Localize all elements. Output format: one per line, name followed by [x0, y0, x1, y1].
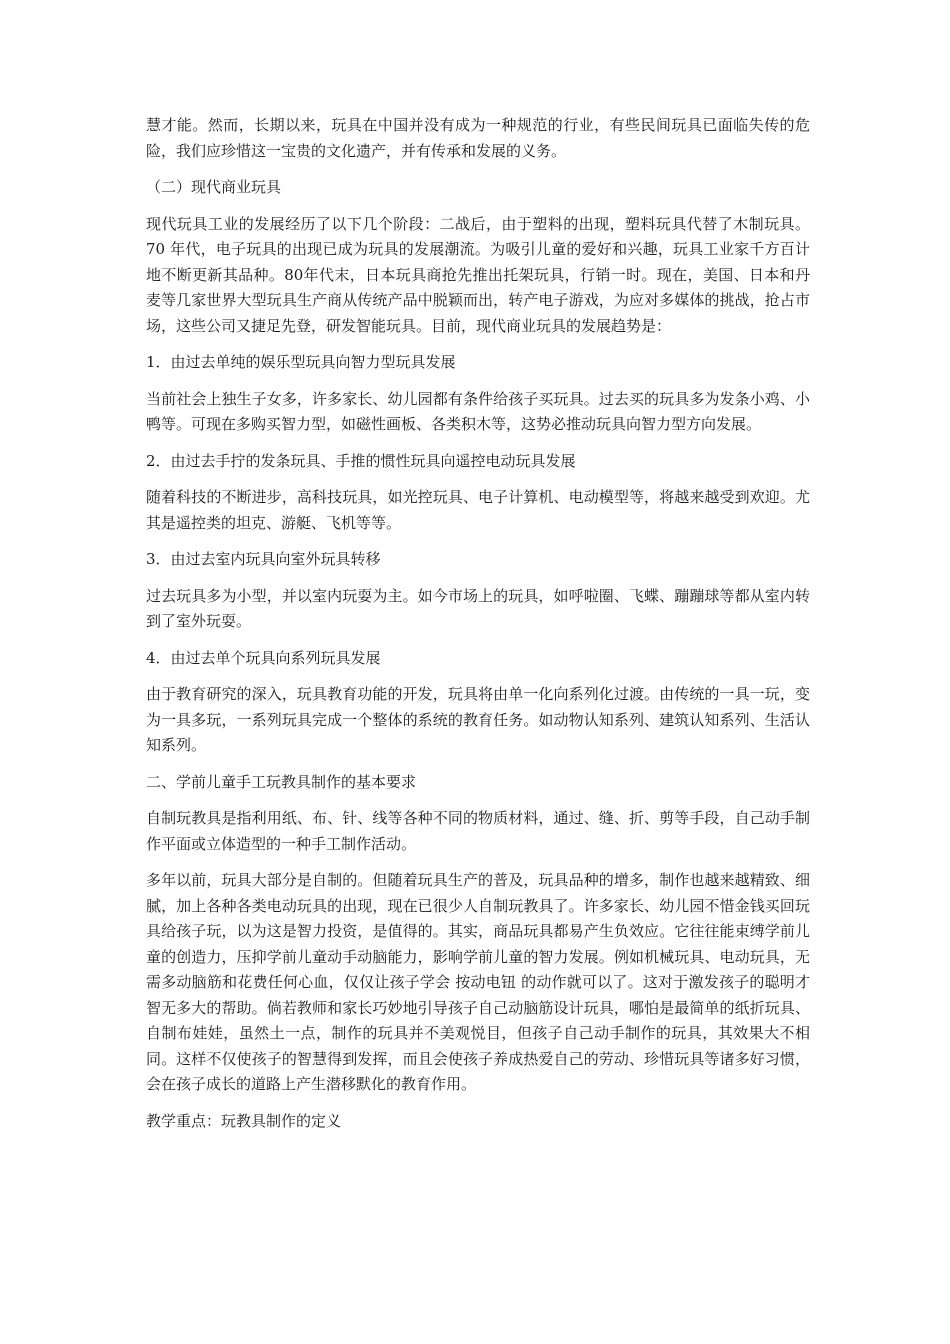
heading-trend-2: 2．由过去手拧的发条玩具、手推的惯性玩具向遥控电动玩具发展 [146, 451, 576, 470]
heading-section-2: 二、学前儿童手工玩教具制作的基本要求 [146, 772, 417, 791]
paragraph-trend-4: 由于教育研究的深入，玩具教育功能的开发，玩具将由单一化向系列化过渡。由传统的一具一玩，变为一具多玩，一系列玩具完成一个整体的系统的教育任务。如动物认知系列、建筑认知系列、生活认知系列。 [146, 685, 810, 754]
paragraph-trend-3: 过去玩具多为小型，并以室内玩耍为主。如今市场上的玩具，如呼啦圈、飞蝶、蹦蹦球等都从室内转到了室外玩耍。 [146, 586, 810, 630]
paragraph-cultural-heritage: 慧才能。然而，长期以来，玩具在中国并没有成为一种规范的行业，有些民间玩具已面临失传的危险，我们应珍惜这一宝贵的文化遗产，并有传承和发展的义务。 [146, 116, 810, 160]
paragraph-trend-1: 当前社会上独生子女多，许多家长、幼儿园都有条件给孩子买玩具。过去买的玩具多为发条小鸡、小鸭等。可现在多购买智力型，如磁性画板、各类积木等，这势必推动玩具向智力型方向发展。 [146, 389, 810, 433]
paragraph-trend-2: 随着科技的不断进步，高科技玩具，如光控玩具、电子计算机、电动模型等，将越来越受到欢迎。尤其是遥控类的坦克、游艇、飞机等等。 [146, 488, 810, 532]
heading-modern-commercial-toys: （二）现代商业玩具 [146, 178, 282, 196]
heading-trend-3: 3．由过去室内玩具向室外玩具转移 [146, 550, 381, 568]
heading-trend-4: 4．由过去单个玩具向系列玩具发展 [146, 648, 381, 667]
paragraph-industry-history: 现代玩具工业的发展经历了以下几个阶段：二战后，由于塑料的出现，塑料玩具代替了木制玩具。70 年代，电子玩具的出现已成为玩具的发展潮流。为吸引儿童的爱好和兴趣，玩具工业家千方百计地不断更新其品种。80年代末，日本玩具商抢先推出托架玩具，行销一时。现在，美国、日本和丹麦等几家世界大型玩具生产商从传统产品中脱颖而出，转产电子游戏，为应对多媒体的挑战，抢占市场，这些公司又捷足先登，研发智能玩具。目前，现代商业玩具的发展趋势是： [146, 214, 810, 335]
teaching-focus: 教学重点：玩教具制作的定义 [146, 1111, 342, 1130]
paragraph-self-made-toys: 多年以前，玩具大部分是自制的。但随着玩具生产的普及，玩具品种的增多，制作也越来越精致、细腻，加上各种各类电动玩具的出现，现在已很少人自制玩教具了。许多家长、幼儿园不惜金钱买回玩具给孩子玩，以为这是智力投资，是值得的。其实，商品玩具都易产生负效应。它往往能束缚学前儿童的创造力，压抑学前儿童动手动脑能力，影响学前儿童的智力发展。例如机械玩具、电动玩具，无需多动脑筋和花费任何心血，仅仅让孩子学会 按动电钮 的动作就可以了。这对于激发孩子的聪明才智无多大的帮助。倘若教师和家长巧妙地引导孩子自己动脑筋设计玩具，哪怕是最简单的纸折玩具、自制布娃娃，虽然土一点，制作的玩具并不美观悦目，但孩子自己动手制作的玩具，其效果大不相同。这样不仅使孩子的智慧得到发挥，而且会使孩子养成热爱自己的劳动、珍惜玩具等诸多好习惯，会在孩子成长的道路上产生潜移默化的教育作用。 [146, 871, 810, 1093]
document-body [146, 113, 810, 1145]
paragraph-definition: 自制玩教具是指利用纸、布、针、线等各种不同的物质材料，通过、缝、折、剪等手段，自己动手制作平面或立体造型的一种手工制作活动。 [146, 809, 810, 853]
heading-trend-1: 1．由过去单纯的娱乐型玩具向智力型玩具发展 [146, 353, 456, 371]
